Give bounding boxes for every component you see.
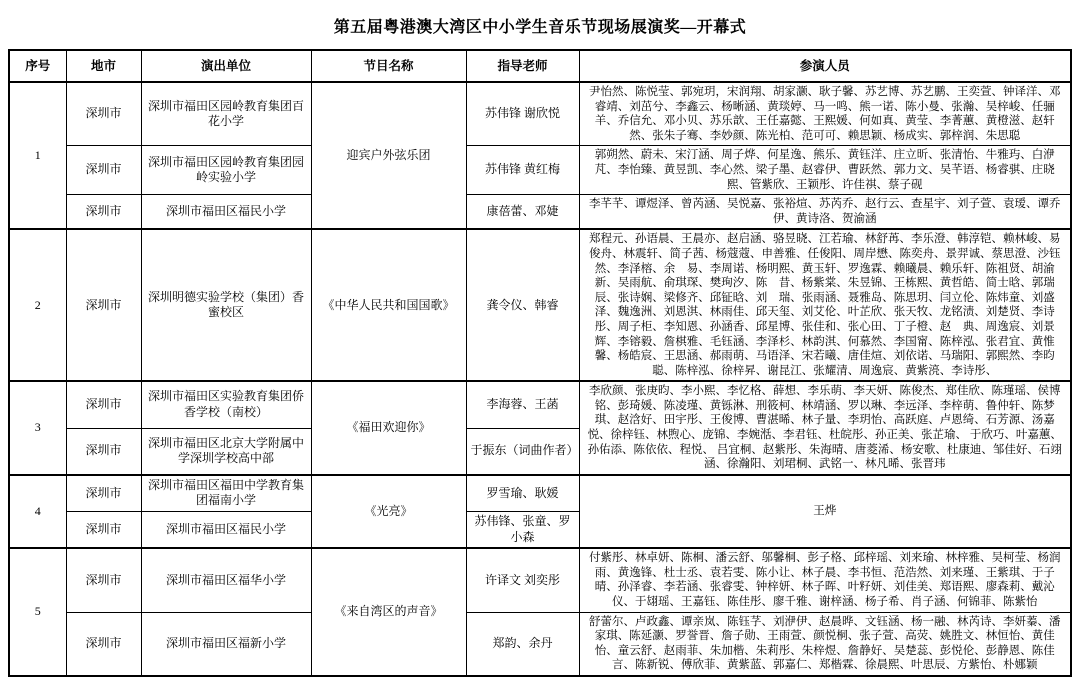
city-cell: 深圳市 — [66, 512, 141, 549]
column-header-program: 节目名称 — [311, 50, 466, 82]
performers-cell: 李欣颜、张庚昀、李小熙、李忆格、薛想、李乐萌、李天妍、陈俊杰、郑佳欣、陈瑾瑶、侯博铭、彭琦媛、陈凌瑾、黄铄淋、刑筱柯、林靖涵、罗以琳、李远泽、李梓萌、鲁仲轩、陈梦琪、赵浛好、田宇彤、王俊博、曹湛晞、林子量、李玥怡、高跃庭、卢恩绮、石芳源、汤嘉悦、徐梓钰、林煦心、庞锦、李婉湉、李君钰、杜皖彤、孙正美、张芷瑜、 于欣巧、叶嘉蕙、孙佑添、陈依依、程悦、 吕宜桐、赵紫彤、朱海晴、唐菱浠、杨安歌、杜康迪、邹佳好、石翊涵、徐瀚阳、刘珺桐、武铭一、林凡晞、张晋玮 — [579, 381, 1071, 475]
column-header-city: 地市 — [66, 50, 141, 82]
performers-cell: 舒蕾尔、卢政鑫、谭亲岚、陈钰芓、刘洢伊、赵晨晔、文钰涵、杨一融、林芮诗、李妍蓁、潘家琪、陈延灏、罗誉晋、詹子勋、王雨萱、颜悦桐、张子萱、高荧、姚胜文、林恒怡、黄佳怡、童云舒、赵雨菲、朱加楷、朱莉彤、朱梓煜、詹静好、吴楚蕊、彭悦伦、彭静恩、陈佳言、陈新锐、傅欣菲、黄紫蓝、郭嘉仁、郑楷霖、徐晨熙、叶思辰、方紫怡、朴娜颖 — [579, 612, 1071, 676]
unit-cell: 深圳市福田区福华小学 — [141, 548, 311, 612]
performers-cell: 尹怡然、陈悦莹、郭宛玥，宋润翔、胡家灏、耿子馨、苏艺博、苏艺鹏、王奕萱、钟译洋、邓睿靖、刘茁兮、李鑫云、杨晰涵、黄琰婷、马一鸣、熊一诺、陈小曼、张瀚、吴梓峻、任骊羊、乔信允、邓小贝、苏乐歆、王任嘉懿、王熙媛、何如真、黄莹、李菁蕙、黄橙滋、赵轩然、张朱子骞、李妙颜、陈光柏、范可可、赖思颖、杨成实、郭梓润、朱思聪 — [579, 82, 1071, 146]
table-row — [9, 548, 1071, 612]
program-cell: 迎宾户外弦乐团 — [311, 82, 466, 229]
performers-cell: 郭朔然、蔚未、宋汀涵、周子烨、何星逸、熊乐、黄钰洋、庄立昕、张清怡、牛雅玙、白洢芃、李怡臻、黄昱凯、李心然、梁子墨、赵睿伊、曹跃然、郭力文、吴芊语、杨睿骐、庄晓熙、管紫欣、王颖彤、许佳祺、蔡子砚 — [579, 146, 1071, 195]
performers-cell: 郑程元、孙语晨、王晨亦、赵启涵、骆昱晓、江若瑜、林舒苒、李乐澄、韩淳铠、赖林峻、易俊舟、林震轩、简子茜、杨蔻蔻、申善雅、任俊阳、周岸懋、陈奕舟、景羿诚、蔡思澄、沙钰然、李泽榕、余 易、李周诺、杨明熙、黄玉轩、罗逸霖、赖曦晨、赖乐轩、陈祖贤、胡渝新、吴雨航、俞琪琛、樊珣汐、陈 昔、杨紫棠、朱昱锦、王栋熙、黄哲皓、简士晗、郭瑞辰、张诗娴、梁修齐、邱钲晗、刘 瑞、张雨涵、聂雅岛、陈思玥、闫立伦、陈炜童、刘盛泽、魏逸洲、刘恩淇、林雨佳、邱天玺、刘艾伦、叶芷欣、张天牧、龙铭渍、刘楚贤、李诗彤、周子柜、李知恩、孙涵香、邱星博、张佳和、张心田、丁子橙、赵 典、周逸宸、刘景辉、李镕毅、詹棋雅、毛钰涵、李泽杉、林韵淇、何慕然、李国甯、陈梓泓、张君宜、黄惟馨、杨皓宸、王思涵、郝雨萌、马语泽、宋若曦、唐佳煊、刘依诺、马瑞阳、郭熙然、李昀聪、陈梓泓、徐梓昇、谢昆江、张耀清、周逸宸、黄紫湸、李诗彤、 — [579, 229, 1071, 381]
city-cell: 深圳市 — [66, 229, 141, 381]
unit-cell: 深圳市福田区园岭教育集团园岭实验小学 — [141, 146, 311, 195]
program-cell: 《光亮》 — [311, 475, 466, 548]
table-row — [9, 475, 1071, 512]
header-row — [9, 50, 1071, 82]
serial-cell: 2 — [9, 229, 66, 381]
unit-cell: 深圳市福田区福田中学教育集团福南小学 — [141, 475, 311, 512]
unit-cell: 深圳市福田区园岭教育集团百花小学 — [141, 82, 311, 146]
teachers-cell: 龚令仪、韩睿 — [466, 229, 579, 381]
unit-cell: 深圳市福田区北京大学附属中学深圳学校高中部 — [141, 428, 311, 475]
performers-cell: 李芊芊、谭煜泽、曾芮涵、吴悦嘉、张裕煊、苏芮乔、赵行云、查星宇、刘子萱、袁瑷、谭乔伊、黄诗洛、贺渝涵 — [579, 195, 1071, 230]
unit-cell: 深圳明德实验学校（集团）香蜜校区 — [141, 229, 311, 381]
performers-cell: 付紫彤、林卓妍、陈桐、潘云舒、邬馨桐、彭子格、邱梓瑶、刘来瑜、林梓雅、吴柯莹、杨润雨、黄逸锋、杜士丞、袁若雯、陈小让、林子晨、李书恒、范浩然、刘来瑾、王紫琪、于子晴、孙泽睿、李若涵、张睿雯、钟梓妍、林子晖、叶籽妍、刘佳美、郑语熙、廖森莉、戴沁仪、于翃瑶、王嘉钰、陈佳彤、廖千雅、谢梓涵、杨子希、肖子涵、何锦菲、陈紫怡 — [579, 548, 1071, 612]
column-header-no: 序号 — [9, 50, 66, 82]
city-cell: 深圳市 — [66, 195, 141, 230]
column-header-performers: 参演人员 — [579, 50, 1071, 82]
performers-cell: 王烨 — [579, 475, 1071, 548]
table-row — [9, 146, 1071, 195]
teachers-cell: 许译文 刘奕彤 — [466, 548, 579, 612]
table-row — [9, 612, 1071, 676]
teachers-cell: 李海蓉、王菡 — [466, 381, 579, 428]
teachers-cell: 苏伟锋、张童、罗小森 — [466, 512, 579, 549]
teachers-cell: 苏伟锋 谢欣悦 — [466, 82, 579, 146]
program-cell: 《中华人民共和国国歌》 — [311, 229, 466, 381]
teachers-cell: 于振东（词曲作者） — [466, 428, 579, 475]
unit-cell: 深圳市福田区福民小学 — [141, 195, 311, 230]
unit-cell: 深圳市福田区实验教育集团侨香学校（南校） — [141, 381, 311, 428]
table-row — [9, 229, 1071, 381]
teachers-cell: 康蓓蕾、邓婕 — [466, 195, 579, 230]
teachers-cell: 罗雪瑜、耿媛 — [466, 475, 579, 512]
serial-cell: 4 — [9, 475, 66, 548]
serial-cell: 3 — [9, 381, 66, 475]
awards-table — [8, 49, 1072, 677]
column-header-unit: 演出单位 — [141, 50, 311, 82]
teachers-cell: 郑韵、余丹 — [466, 612, 579, 676]
teachers-cell: 苏伟锋 黄红梅 — [466, 146, 579, 195]
city-cell: 深圳市 — [66, 428, 141, 475]
table-row — [9, 82, 1071, 146]
unit-cell: 深圳市福田区福新小学 — [141, 612, 311, 676]
serial-cell: 1 — [9, 82, 66, 229]
city-cell: 深圳市 — [66, 381, 141, 428]
table-row — [9, 381, 1071, 428]
city-cell: 深圳市 — [66, 548, 141, 612]
city-cell: 深圳市 — [66, 82, 141, 146]
table-row — [9, 195, 1071, 230]
city-cell: 深圳市 — [66, 612, 141, 676]
table-body — [9, 82, 1071, 676]
city-cell: 深圳市 — [66, 146, 141, 195]
program-cell: 《来自湾区的声音》 — [311, 548, 466, 676]
program-cell: 《福田欢迎你》 — [311, 381, 466, 475]
serial-cell: 5 — [9, 548, 66, 676]
unit-cell: 深圳市福田区福民小学 — [141, 512, 311, 549]
document-title: 第五届粤港澳大湾区中小学生音乐节现场展演奖—开幕式 — [333, 19, 747, 36]
city-cell: 深圳市 — [66, 475, 141, 512]
column-header-teachers: 指导老师 — [466, 50, 579, 82]
